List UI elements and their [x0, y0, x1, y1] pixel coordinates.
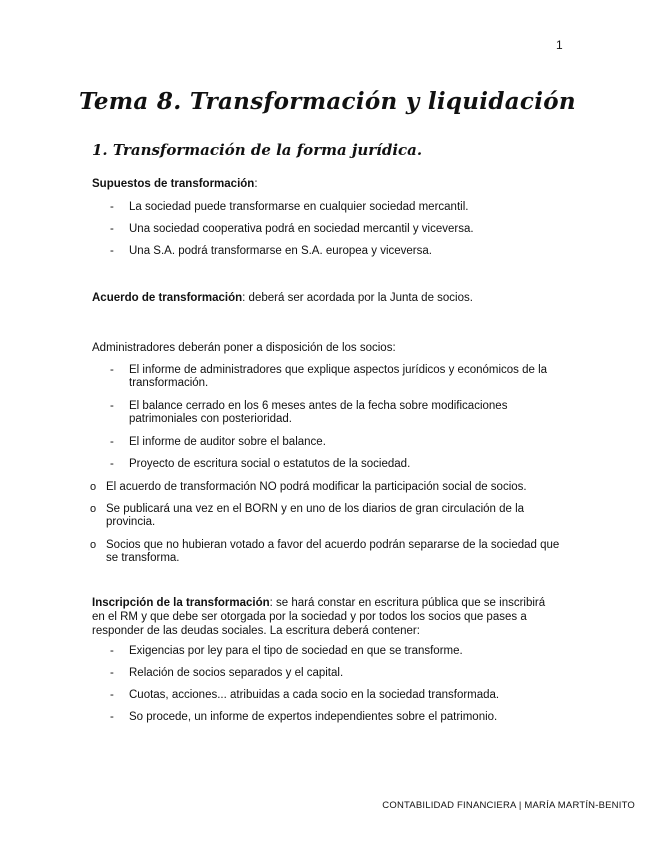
- dash-marker: -: [110, 645, 114, 657]
- bullet-item: [90, 503, 562, 529]
- bullet-item-text: Socios que no hubieran votado a favor del acuerdo podrán separarse de la sociedad que se transforma.: [106, 539, 560, 564]
- page-number: 1: [556, 38, 563, 52]
- dash-marker: -: [110, 711, 114, 723]
- page-footer: CONTABILIDAD FINANCIERA | MARÍA MARTÍN-BENITO: [382, 800, 635, 811]
- list-item-text: Cuotas, acciones... atribuidas a cada socio en la sociedad transformada.: [129, 689, 500, 701]
- list-item-text: Una sociedad cooperativa podrá en sociedad mercantil y viceversa.: [129, 223, 474, 235]
- list-item-text: So procede, un informe de expertos independientes sobre el patrimonio.: [129, 711, 498, 723]
- bullet-item: [90, 539, 562, 565]
- circle-marker: o: [90, 503, 97, 515]
- list-item-text: Proyecto de escritura social o estatutos de la sociedad.: [129, 458, 411, 470]
- dash-marker: -: [110, 245, 114, 257]
- supuestos-suffix: :: [254, 178, 258, 190]
- list-item: [110, 223, 562, 236]
- list-item-text: El balance cerrado en los 6 meses antes de la fecha sobre modificaciones patrimoniales con posterioridad.: [129, 400, 508, 425]
- list-item: [110, 400, 562, 426]
- dash-marker: -: [110, 223, 114, 235]
- list-item: [110, 458, 562, 471]
- list-item: [110, 667, 562, 680]
- list-item: [110, 645, 562, 658]
- acuerdo-label: Acuerdo de transformación: [92, 292, 243, 304]
- bullet-item: [90, 481, 562, 494]
- administradores-intro: Administradores deberán poner a disposición de los socios:: [92, 342, 396, 354]
- dash-marker: -: [110, 364, 114, 376]
- inscripcion-label: Inscripción de la transformación: [92, 597, 270, 609]
- bullet-item-text: Se publicará una vez en el BORN y en uno de los diarios de gran circulación de la provincia.: [106, 503, 525, 528]
- dash-marker: -: [110, 201, 114, 213]
- dash-marker: -: [110, 436, 114, 448]
- dash-marker: -: [110, 400, 114, 412]
- list-item: [110, 201, 562, 214]
- dash-marker: -: [110, 689, 114, 701]
- acuerdo-text: : deberá ser acordada por la Junta de socios.: [242, 292, 473, 304]
- inscripcion-paragraph: [92, 596, 560, 638]
- bullet-item-text: El acuerdo de transformación NO podrá modificar la participación social de socios.: [106, 481, 527, 493]
- list-item-text: Relación de socios separados y el capital.: [129, 667, 344, 679]
- list-item-text: La sociedad puede transformarse en cualquier sociedad mercantil.: [129, 201, 469, 213]
- inscripcion-text: : se hará constar en escritura pública que se inscribirá en el RM y que debe ser otorgada por la sociedad y por todos los socios que pases a responder de las deudas sociales. La escritura deberá contener:: [92, 597, 546, 637]
- list-item-text: Exigencias por ley para el tipo de sociedad en que se transforme.: [129, 645, 463, 657]
- document-title: Tema 8. Transformación y liquidación: [79, 88, 576, 115]
- supuestos-paragraph: [92, 177, 562, 191]
- list-item: [110, 364, 562, 390]
- list-item: [110, 711, 562, 724]
- list-item: [110, 689, 562, 702]
- list-item-text: El informe de administradores que explique aspectos jurídicos y económicos de la transformación.: [129, 364, 548, 389]
- list-item-text: Una S.A. podrá transformarse en S.A. europea y viceversa.: [129, 245, 432, 257]
- dash-marker: -: [110, 458, 114, 470]
- circle-marker: o: [90, 481, 97, 493]
- acuerdo-paragraph: [92, 291, 562, 305]
- circle-marker: o: [90, 539, 97, 551]
- list-item-text: El informe de auditor sobre el balance.: [129, 436, 326, 448]
- list-item: [110, 436, 562, 449]
- dash-marker: -: [110, 667, 114, 679]
- supuestos-label: Supuestos de transformación: [92, 178, 255, 190]
- section-heading: 1. Transformación de la forma jurídica.: [92, 141, 423, 159]
- list-item: [110, 245, 562, 258]
